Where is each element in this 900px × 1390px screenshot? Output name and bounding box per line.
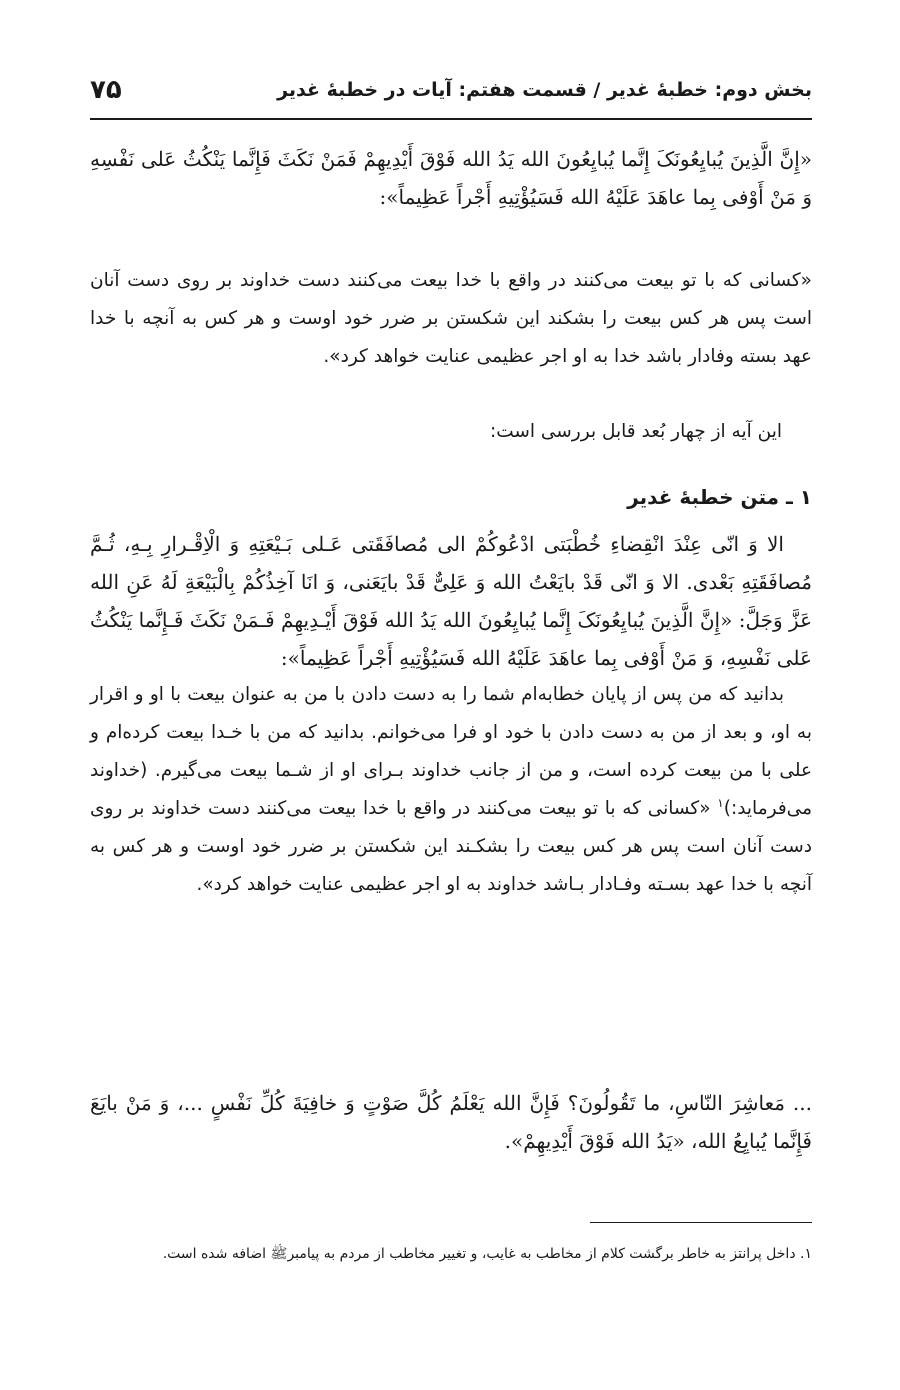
footnote-rule xyxy=(590,1222,812,1223)
header-rule xyxy=(90,118,812,120)
sermon-translation-part1: بدانید که من پس از پایان خطابه‌ام شما را به دست دادن با من به عنوان بیعت با او و اقرار به او، و بعد از من به دست دادن با خود او فرا می‌خوانم. بدانید که من با خـدا بیعت کرده‌ام و علی با من بیعت کرده است، و من از جانب خداوند بـرای او از شـما بیعت می‌گیرم. (خداوند می‌فرماید:) xyxy=(90,684,812,819)
sermon-arabic: الا وَ انّی عِنْدَ انْقِضاءِ خُطْبَتی ادْعُوکُمْ الی مُصافَقَتی عَـلی بَـيْعَتِهِ وَ الْاِقْـرارِ بِـهِ، ثُـمَّ مُصافَقَتِهِ بَعْدی. الا وَ انّی قَدْ بايَعْتُ الله وَ عَلِیٌّ قَدْ بايَعَنی، وَ انَا آخِذُکُمْ بِالْبَيْعَةِ لَهُ عَنِ الله عَزَّ وَجَلَّ: «إِنَّ الَّذِينَ يُبايِعُونَکَ إِنَّما يُبايِعُونَ الله يَدُ الله فَوْقَ أَيْـدِيهِمْ فَـمَنْ نَکَثَ فَـإِنَّما يَنْکُثُ عَلى نَفْسِهِ، وَ مَنْ أَوْفى بِما عاهَدَ عَلَيْهُ الله فَسَيُؤْتِيهِ أَجْراً عَظِيماً»: xyxy=(90,532,812,670)
intro-line: این آیه از چهار بُعد قابل بررسی است: xyxy=(489,421,782,442)
sermon-translation-part2: «کسانی که با تو بیعت می‌کنند در واقع با خدا بیعت می‌کنند دست خداوند بر روی دست آنان است پس هر کس بیعت را بشکـند این شکستن بر ضرر خود اوست و هر کس به آنچه با خدا عهد بسـته وفـادار بـاشد خداوند به او اجر عظیمی عنایت خواهد کرد». xyxy=(90,798,812,895)
footnote-reference: ۱ xyxy=(717,795,724,810)
section-heading: ۱ ـ متن خطبهٔ غدیر xyxy=(627,485,812,509)
verse-translation: «کسانی که با تو بیعت می‌کنند در واقع با خدا بیعت می‌کنند دست خداوند بر روی دست آنان است پس هر کس بیعت را بشکند این شکستن بر ضرر خود اوست و هر کس به آنچه با خدا عهد بسته وفادار باشد خدا به او اجر عظیمی عنایت خواهد کرد». xyxy=(90,270,812,367)
closing-arabic: ... مَعاشِرَ النّاسِ، ما تَقُولُونَ؟ فَإِنَّ الله يَعْلَمُ کُلَّ صَوْتٍ وَ خافِيَةَ کُلِّ نَفْسٍ ...، وَ مَنْ بايَعَ فَإِنَّما يُبايِعُ الله، «يَدُ الله فَوْقَ أَيْدِيهِمْ». xyxy=(90,1091,812,1153)
quranic-verse-arabic: «إِنَّ الَّذِينَ يُبايِعُونَکَ إِنَّما يُبايِعُونَ الله يَدُ الله فَوْقَ أَيْدِيهِمْ فَمَنْ نَکَثَ فَإِنَّما يَنْکُثُ عَلى نَفْسِهِ وَ مَنْ أَوْفى بِما عاهَدَ عَلَيْهُ الله فَسَيُؤْتِيهِ أَجْراً عَظِيماً»: xyxy=(90,147,812,209)
footnote: ۱. داخل پرانتز به خاطر برگشت کلام از مخاطب به غایب، و تغییر مخاطب از مردم به پیامبرﷺ اضافه شده است. xyxy=(162,1246,812,1262)
page-header xyxy=(90,70,812,110)
running-title: بخش دوم: خطبهٔ غدیر / قسمت هفتم: آیات در خطبهٔ غدیر xyxy=(277,79,812,101)
sermon-translation xyxy=(90,676,812,904)
page-number: ۷۵ xyxy=(90,75,122,105)
